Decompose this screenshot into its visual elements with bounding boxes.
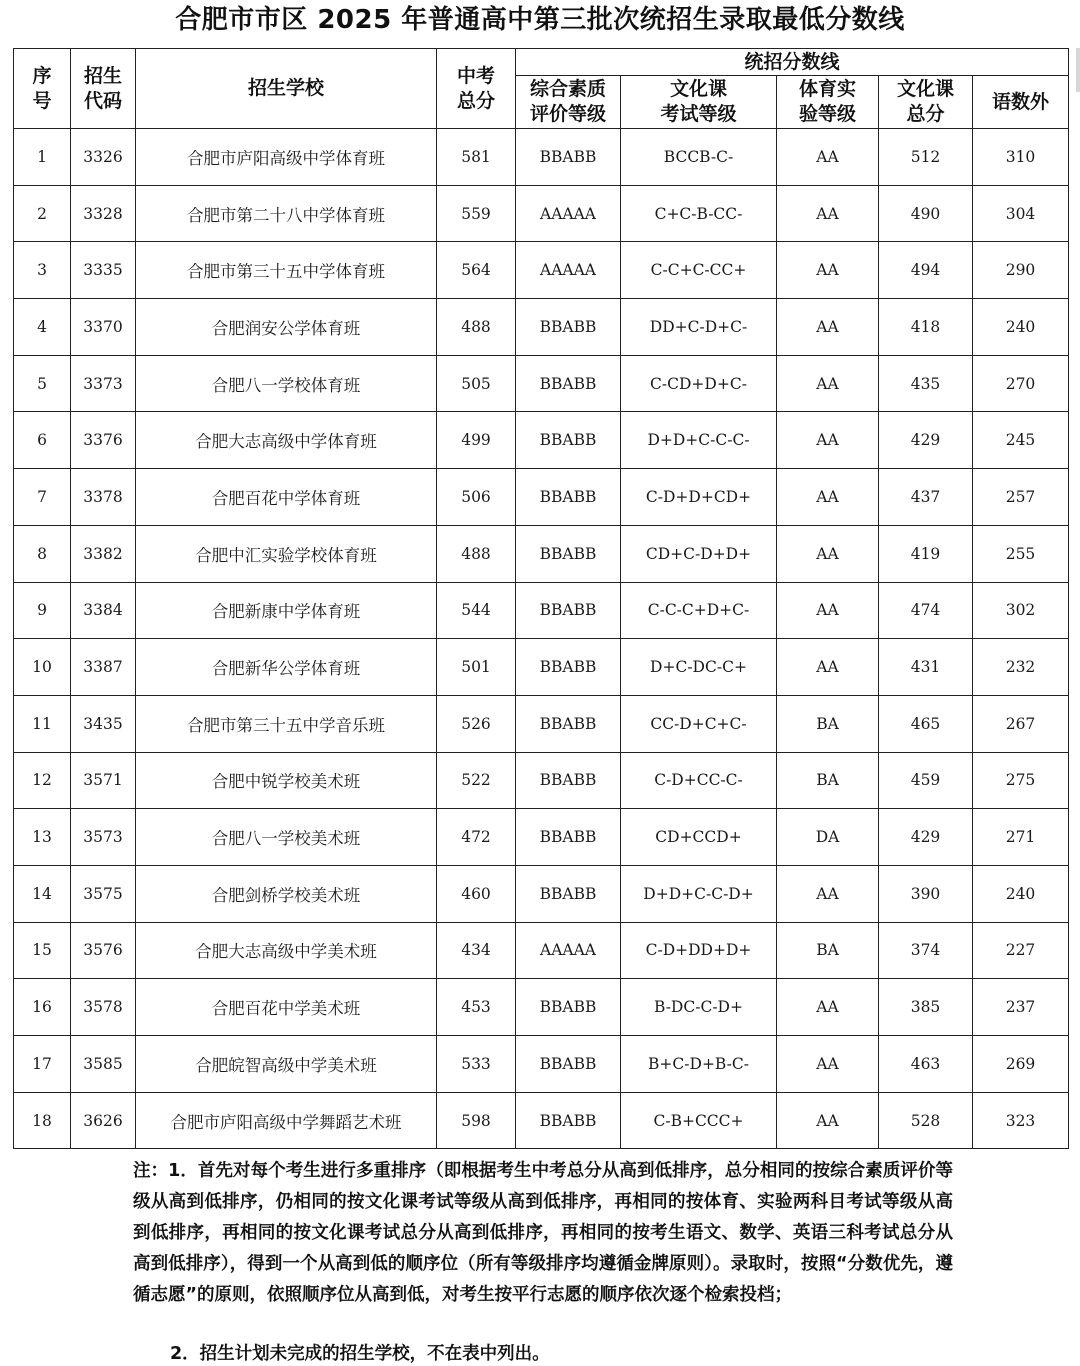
cell-seq: 14 bbox=[14, 865, 71, 922]
cell-culture-grade: B+C-D+B-C- bbox=[621, 1036, 777, 1093]
cell-quality: BBABB bbox=[516, 1092, 621, 1149]
header-seq bbox=[14, 49, 71, 129]
cell-culture-grade: C-C+C-CC+ bbox=[621, 242, 777, 299]
header-culture-total-line2: 总分 bbox=[906, 103, 945, 125]
cell-code: 3370 bbox=[71, 299, 136, 356]
cell-culture-grade: D+C-DC-C+ bbox=[621, 639, 777, 696]
cell-school: 合肥皖智高级中学美术班 bbox=[136, 1036, 437, 1093]
cell-quality: BBABB bbox=[516, 129, 621, 186]
cell-culture-total: 528 bbox=[879, 1092, 973, 1149]
cell-cme: 240 bbox=[973, 299, 1069, 356]
cell-seq: 17 bbox=[14, 1036, 71, 1093]
cell-cme: 237 bbox=[973, 979, 1069, 1036]
cell-cme: 302 bbox=[973, 582, 1069, 639]
table-row bbox=[14, 922, 1069, 979]
cell-pe: BA bbox=[777, 922, 879, 979]
cell-total: 499 bbox=[437, 412, 516, 469]
header-quality-line1: 综合素质 bbox=[529, 78, 606, 100]
table-row bbox=[14, 185, 1069, 242]
cell-culture-grade: D+D+C-C-D+ bbox=[621, 865, 777, 922]
table-row bbox=[14, 469, 1069, 526]
cell-code: 3435 bbox=[71, 695, 136, 752]
cell-total: 559 bbox=[437, 185, 516, 242]
cell-culture-grade: D+D+C-C-C- bbox=[621, 412, 777, 469]
cell-code: 3573 bbox=[71, 809, 136, 866]
cell-pe: AA bbox=[777, 582, 879, 639]
cell-seq: 2 bbox=[14, 185, 71, 242]
cell-culture-total: 429 bbox=[879, 412, 973, 469]
cell-cme: 310 bbox=[973, 129, 1069, 186]
cell-cme: 245 bbox=[973, 412, 1069, 469]
table-row bbox=[14, 242, 1069, 299]
cell-culture-total: 431 bbox=[879, 639, 973, 696]
cell-culture-total: 437 bbox=[879, 469, 973, 526]
header-total-line1: 中考 bbox=[456, 64, 495, 87]
cell-total: 434 bbox=[437, 922, 516, 979]
header-quality bbox=[516, 76, 621, 129]
cell-seq: 6 bbox=[14, 412, 71, 469]
header-culture-total bbox=[879, 76, 973, 129]
cell-code: 3571 bbox=[71, 752, 136, 809]
table-row bbox=[14, 355, 1069, 412]
header-culture-grade bbox=[621, 76, 777, 129]
cell-code: 3576 bbox=[71, 922, 136, 979]
cell-quality: BBABB bbox=[516, 469, 621, 526]
cell-culture-total: 435 bbox=[879, 355, 973, 412]
cell-seq: 4 bbox=[14, 299, 71, 356]
cell-pe: BA bbox=[777, 752, 879, 809]
cell-total: 488 bbox=[437, 525, 516, 582]
cell-pe: AA bbox=[777, 639, 879, 696]
cell-culture-grade: C-CD+D+C- bbox=[621, 355, 777, 412]
admission-score-table bbox=[13, 48, 1069, 1149]
cell-seq: 12 bbox=[14, 752, 71, 809]
cell-culture-grade: C-C-C+D+C- bbox=[621, 582, 777, 639]
cell-pe: AA bbox=[777, 355, 879, 412]
cell-school: 合肥中汇实验学校体育班 bbox=[136, 525, 437, 582]
cell-quality: BBABB bbox=[516, 752, 621, 809]
cell-code: 3378 bbox=[71, 469, 136, 526]
table-row bbox=[14, 809, 1069, 866]
cell-culture-total: 490 bbox=[879, 185, 973, 242]
cell-seq: 9 bbox=[14, 582, 71, 639]
cell-pe: AA bbox=[777, 979, 879, 1036]
cell-quality: BBABB bbox=[516, 355, 621, 412]
cell-total: 598 bbox=[437, 1092, 516, 1149]
cell-pe: DA bbox=[777, 809, 879, 866]
cell-seq: 15 bbox=[14, 922, 71, 979]
cell-quality: BBABB bbox=[516, 809, 621, 866]
note-1: 注：1．首先对每个考生进行多重排序（即根据考生中考总分从高到低排序，总分相同的按综合素质评价等级从高到低排序，仍相同的按文化课考试等级从高到低排序，再相同的按体育、实验两科目考试等级从高到低排序，再相同的按文化课考试总分从高到低排序，再相同的按考生语文、数学、英语三科考试总分从高到低排序），得到一个从高到低的顺序位（所有等级排序均遵循金牌原则）。录取时，按照“分数优先，遵循志愿”的原则，依照顺序位从高到低，对考生按平行志愿的顺序依次逐个检索投档； bbox=[133, 1161, 953, 1305]
cell-school: 合肥百花中学美术班 bbox=[136, 979, 437, 1036]
cell-seq: 13 bbox=[14, 809, 71, 866]
cell-total: 472 bbox=[437, 809, 516, 866]
header-total bbox=[437, 49, 516, 129]
cell-seq: 3 bbox=[14, 242, 71, 299]
cell-culture-grade: C-D+D+CD+ bbox=[621, 469, 777, 526]
cell-culture-total: 429 bbox=[879, 809, 973, 866]
table-row bbox=[14, 1092, 1069, 1149]
cell-code: 3373 bbox=[71, 355, 136, 412]
scrollbar-edge[interactable] bbox=[1076, 48, 1080, 92]
cell-quality: BBABB bbox=[516, 525, 621, 582]
cell-code: 3382 bbox=[71, 525, 136, 582]
cell-culture-total: 385 bbox=[879, 979, 973, 1036]
cell-quality: BBABB bbox=[516, 412, 621, 469]
cell-culture-total: 494 bbox=[879, 242, 973, 299]
cell-seq: 10 bbox=[14, 639, 71, 696]
cell-total: 581 bbox=[437, 129, 516, 186]
cell-code: 3626 bbox=[71, 1092, 136, 1149]
header-cme: 语数外 bbox=[973, 76, 1069, 129]
cell-quality: BBABB bbox=[516, 865, 621, 922]
cell-seq: 7 bbox=[14, 469, 71, 526]
cell-total: 453 bbox=[437, 979, 516, 1036]
cell-culture-total: 418 bbox=[879, 299, 973, 356]
cell-total: 564 bbox=[437, 242, 516, 299]
cell-school: 合肥新华公学体育班 bbox=[136, 639, 437, 696]
header-code-line2: 代码 bbox=[83, 89, 122, 112]
cell-total: 522 bbox=[437, 752, 516, 809]
cell-culture-grade: DD+C-D+C- bbox=[621, 299, 777, 356]
cell-cme: 271 bbox=[973, 809, 1069, 866]
cell-school: 合肥新康中学体育班 bbox=[136, 582, 437, 639]
table-row bbox=[14, 129, 1069, 186]
cell-quality: BBABB bbox=[516, 299, 621, 356]
cell-quality: AAAAA bbox=[516, 242, 621, 299]
header-pe-line1: 体育实 bbox=[798, 78, 856, 100]
header-seq-line1: 序 bbox=[32, 64, 52, 87]
cell-school: 合肥市庐阳高级中学体育班 bbox=[136, 129, 437, 186]
cell-quality: BBABB bbox=[516, 582, 621, 639]
header-pe bbox=[777, 76, 879, 129]
cell-cme: 323 bbox=[973, 1092, 1069, 1149]
cell-code: 3335 bbox=[71, 242, 136, 299]
cell-school: 合肥市第二十八中学体育班 bbox=[136, 185, 437, 242]
cell-culture-grade: BCCB-C- bbox=[621, 129, 777, 186]
cell-cme: 270 bbox=[973, 355, 1069, 412]
cell-school: 合肥市第三十五中学音乐班 bbox=[136, 695, 437, 752]
cell-seq: 5 bbox=[14, 355, 71, 412]
cell-cme: 267 bbox=[973, 695, 1069, 752]
cell-cme: 269 bbox=[973, 1036, 1069, 1093]
cell-quality: AAAAA bbox=[516, 922, 621, 979]
cell-culture-total: 419 bbox=[879, 525, 973, 582]
cell-pe: BA bbox=[777, 695, 879, 752]
cell-school: 合肥八一学校美术班 bbox=[136, 809, 437, 866]
table-row bbox=[14, 979, 1069, 1036]
cell-culture-grade: C-B+CCC+ bbox=[621, 1092, 777, 1149]
header-culture-grade-line1: 文化课 bbox=[669, 78, 727, 100]
cell-seq: 11 bbox=[14, 695, 71, 752]
note-2: 2．招生计划未完成的招生学校，不在表中列出。 bbox=[170, 1344, 550, 1364]
cell-code: 3384 bbox=[71, 582, 136, 639]
cell-pe: AA bbox=[777, 299, 879, 356]
table-row bbox=[14, 639, 1069, 696]
cell-school: 合肥大志高级中学体育班 bbox=[136, 412, 437, 469]
cell-total: 544 bbox=[437, 582, 516, 639]
cell-culture-total: 512 bbox=[879, 129, 973, 186]
cell-quality: BBABB bbox=[516, 979, 621, 1036]
cell-culture-total: 374 bbox=[879, 922, 973, 979]
cell-total: 460 bbox=[437, 865, 516, 922]
cell-pe: AA bbox=[777, 412, 879, 469]
cell-code: 3326 bbox=[71, 129, 136, 186]
cell-cme: 255 bbox=[973, 525, 1069, 582]
cell-culture-grade: CD+C-D+D+ bbox=[621, 525, 777, 582]
cell-culture-total: 459 bbox=[879, 752, 973, 809]
page-title: 合肥市市区 2025 年普通高中第三批次统招生录取最低分数线 bbox=[175, 5, 905, 35]
cell-total: 505 bbox=[437, 355, 516, 412]
cell-seq: 18 bbox=[14, 1092, 71, 1149]
cell-code: 3376 bbox=[71, 412, 136, 469]
header-culture-grade-line2: 考试等级 bbox=[660, 103, 737, 125]
header-pe-line2: 验等级 bbox=[798, 103, 856, 125]
table-row bbox=[14, 582, 1069, 639]
table-row bbox=[14, 525, 1069, 582]
table-row bbox=[14, 865, 1069, 922]
cell-school: 合肥百花中学体育班 bbox=[136, 469, 437, 526]
header-school: 招生学校 bbox=[136, 49, 437, 129]
cell-code: 3575 bbox=[71, 865, 136, 922]
cell-school: 合肥润安公学体育班 bbox=[136, 299, 437, 356]
cell-pe: AA bbox=[777, 525, 879, 582]
header-seq-line2: 号 bbox=[32, 89, 52, 112]
cell-seq: 8 bbox=[14, 525, 71, 582]
cell-culture-total: 465 bbox=[879, 695, 973, 752]
cell-cme: 275 bbox=[973, 752, 1069, 809]
table-row bbox=[14, 695, 1069, 752]
cell-seq: 16 bbox=[14, 979, 71, 1036]
cell-school: 合肥大志高级中学美术班 bbox=[136, 922, 437, 979]
cell-code: 3328 bbox=[71, 185, 136, 242]
header-code-line1: 招生 bbox=[83, 64, 122, 87]
cell-school: 合肥八一学校体育班 bbox=[136, 355, 437, 412]
cell-cme: 240 bbox=[973, 865, 1069, 922]
cell-culture-grade: CC-D+C+C- bbox=[621, 695, 777, 752]
cell-culture-grade: C+C-B-CC- bbox=[621, 185, 777, 242]
cell-cme: 232 bbox=[973, 639, 1069, 696]
table-row bbox=[14, 752, 1069, 809]
cell-pe: AA bbox=[777, 469, 879, 526]
cell-code: 3387 bbox=[71, 639, 136, 696]
header-culture-total-line1: 文化课 bbox=[896, 78, 954, 100]
cell-quality: AAAAA bbox=[516, 185, 621, 242]
cell-pe: AA bbox=[777, 1036, 879, 1093]
header-group: 统招分数线 bbox=[516, 49, 1069, 76]
cell-culture-grade: C-D+CC-C- bbox=[621, 752, 777, 809]
table-row bbox=[14, 299, 1069, 356]
cell-school: 合肥中锐学校美术班 bbox=[136, 752, 437, 809]
table-row bbox=[14, 1036, 1069, 1093]
cell-total: 526 bbox=[437, 695, 516, 752]
cell-pe: AA bbox=[777, 242, 879, 299]
cell-total: 501 bbox=[437, 639, 516, 696]
cell-total: 488 bbox=[437, 299, 516, 356]
cell-culture-grade: C-D+DD+D+ bbox=[621, 922, 777, 979]
cell-total: 506 bbox=[437, 469, 516, 526]
cell-culture-total: 474 bbox=[879, 582, 973, 639]
cell-culture-total: 463 bbox=[879, 1036, 973, 1093]
cell-school: 合肥市庐阳高级中学舞蹈艺术班 bbox=[136, 1092, 437, 1149]
cell-quality: BBABB bbox=[516, 695, 621, 752]
cell-cme: 257 bbox=[973, 469, 1069, 526]
cell-quality: BBABB bbox=[516, 639, 621, 696]
header-total-line2: 总分 bbox=[456, 89, 495, 112]
cell-culture-grade: B-DC-C-D+ bbox=[621, 979, 777, 1036]
cell-culture-grade: CD+CCD+ bbox=[621, 809, 777, 866]
cell-pe: AA bbox=[777, 1092, 879, 1149]
cell-pe: AA bbox=[777, 865, 879, 922]
cell-code: 3585 bbox=[71, 1036, 136, 1093]
cell-quality: BBABB bbox=[516, 1036, 621, 1093]
cell-pe: AA bbox=[777, 129, 879, 186]
cell-total: 533 bbox=[437, 1036, 516, 1093]
cell-school: 合肥市第三十五中学体育班 bbox=[136, 242, 437, 299]
table-row bbox=[14, 412, 1069, 469]
header-code bbox=[71, 49, 136, 129]
cell-school: 合肥剑桥学校美术班 bbox=[136, 865, 437, 922]
cell-pe: AA bbox=[777, 185, 879, 242]
cell-code: 3578 bbox=[71, 979, 136, 1036]
cell-cme: 290 bbox=[973, 242, 1069, 299]
cell-seq: 1 bbox=[14, 129, 71, 186]
cell-culture-total: 390 bbox=[879, 865, 973, 922]
cell-cme: 227 bbox=[973, 922, 1069, 979]
header-quality-line2: 评价等级 bbox=[529, 103, 606, 125]
table-body bbox=[14, 129, 1069, 1149]
cell-cme: 304 bbox=[973, 185, 1069, 242]
